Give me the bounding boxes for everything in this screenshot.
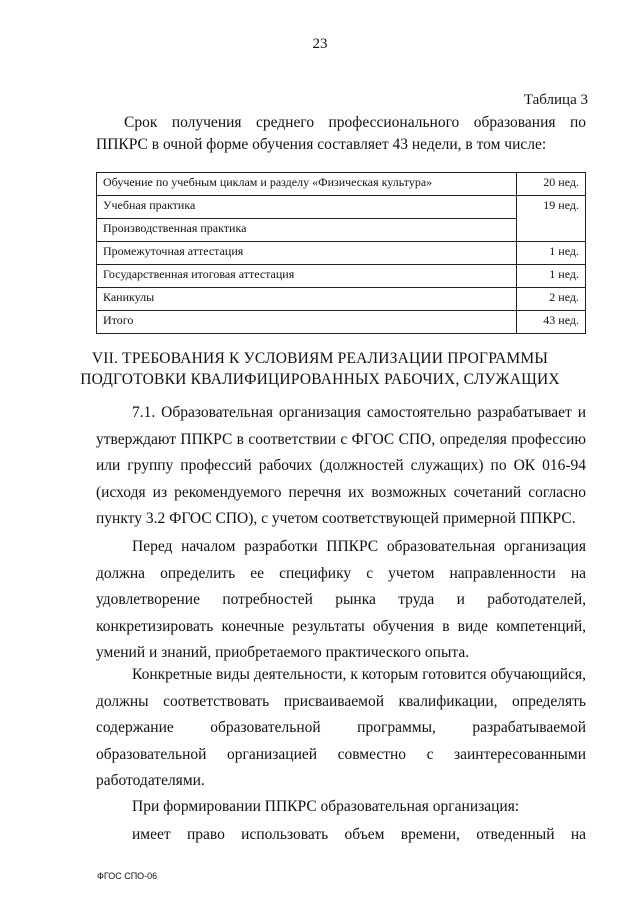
- paragraph-text: Конкретные виды деятельности, к которым готовится обучающийся, должны соответствовать присваиваемой квалификации, определять содержание образовательной программы, разрабатываемой образовательной организацией совместно с заинтересованными работодателями.: [96, 666, 586, 789]
- table-cell-value: 1 нед.: [517, 265, 586, 288]
- table-cell-value: 2 нед.: [517, 288, 586, 311]
- section-heading-line-2: ПОДГОТОВКИ КВАЛИФИЦИРОВАННЫХ РАБОЧИХ, СЛУЖАЩИХ: [80, 371, 560, 388]
- paragraph-right-to-use: имеет право использовать объем времени, отведенный на: [132, 826, 586, 843]
- table-cell-label: Промежуточная аттестация: [97, 242, 517, 265]
- table-row: [97, 173, 586, 196]
- paragraph-7-1: [96, 400, 586, 533]
- table-row: [97, 265, 586, 288]
- table-row: [97, 311, 586, 334]
- table-cell-label: Государственная итоговая аттестация: [97, 265, 517, 288]
- paragraph-specifics: [96, 534, 586, 667]
- paragraph-activities: [96, 662, 586, 795]
- table-row: [97, 288, 586, 311]
- document-footer: ФГОС СПО-06: [97, 871, 158, 881]
- section-heading: [0, 348, 640, 390]
- table-row: [97, 242, 586, 265]
- paragraph-text: Перед началом разработки ППКРС образовательная организация должна определить ее специфику с учетом направленности на удовлетворение потребностей рынка труда и работодателей, конкретизировать конечные результаты обучения в виде компетенций, умений и знаний, приобретаемого практического опыта.: [96, 538, 586, 661]
- section-heading-line-1: VII. ТРЕБОВАНИЯ К УСЛОВИЯМ РЕАЛИЗАЦИИ ПРОГРАММЫ: [91, 350, 549, 367]
- page-number: 23: [312, 36, 328, 52]
- table-cell-label: Обучение по учебным циклам и разделу «Физическая культура»: [97, 173, 517, 196]
- table-row: [97, 196, 586, 219]
- study-duration-table: [96, 172, 586, 334]
- table-cell-value: 1 нед.: [517, 242, 586, 265]
- table-cell-label: Каникулы: [97, 288, 517, 311]
- table-cell-value: 43 нед.: [517, 311, 586, 334]
- paragraph-text: 7.1. Образовательная организация самостоятельно разрабатывает и утверждают ППКРС в соответствии с ФГОС СПО, определяя профессию или группу профессий рабочих (должностей служащих) по ОК 016-94 (исходя из рекомендуемого перечня их возможных сочетаний согласно пункту 3.2 ФГОС СПО), с учетом соответствующей примерной ППКРС.: [96, 404, 586, 527]
- table-cell-label: Учебная практика: [97, 196, 517, 219]
- paragraph-formation: При формировании ППКРС образовательная организация:: [132, 798, 520, 815]
- table-row: [97, 219, 586, 242]
- table-cell-value: 19 нед.: [517, 196, 586, 242]
- table-intro-text: Срок получения среднего профессионального образования по ППКРС в очной форме обучения составляет 43 недели, в том числе:: [96, 114, 586, 153]
- table-caption: Таблица 3: [523, 92, 588, 108]
- table-cell-value: 20 нед.: [517, 173, 586, 196]
- table-cell-label: Итого: [97, 311, 517, 334]
- table-cell-label: Производственная практика: [97, 219, 517, 242]
